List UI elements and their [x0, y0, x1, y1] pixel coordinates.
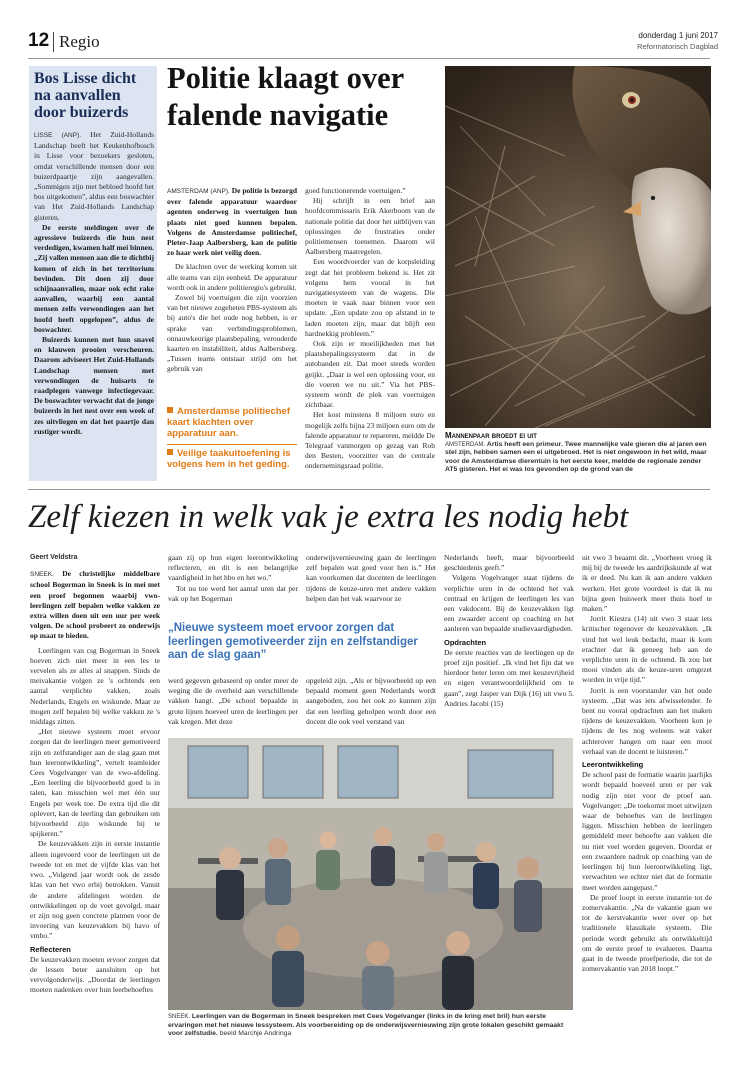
article1-dateline: AMSTERDAM (ANP).	[167, 188, 230, 195]
sidebar-dateline: LISSE (ANP).	[34, 132, 82, 139]
sidebar-body	[34, 130, 154, 437]
article2-dateline: SNEEK.	[30, 571, 54, 579]
article2-paragraph: werd gegeven gebaseerd op onder meer de weging die de overheid aan verschillende vakken hangt. „De school bepaalde in grote lijnen hoeveel uren de leerlingen per vak kregen. Met deze	[168, 676, 298, 726]
subhead-leerontwikkeling: Leerontwikkeling	[582, 760, 644, 770]
article1-paragraph: Het kost minstens 8 miljoen euro en mogelijk zelfs bijna 23 miljoen euro om de falende apparatuur te repareren, meldde De Telegraaf vanmorgen op gezag van Rob den Besten, voorzitter van de centrale ondernemingsraad politie.	[305, 410, 435, 471]
photo2-caption-body: Leerlingen van de Bogerman in Sneek bespreken met Cees Vogelvanger (links in de kring met bril) hun eerste ervaringen met het nieuwe lessysteem. Als voorbereiding op de onderwijsvernieuwing zijn grote lokalen geschikt gemaakt voor zelfstudie.	[168, 1013, 564, 1038]
article2-col3-top	[306, 553, 436, 604]
sidebar-lead: Het Zuid-Hollands Landschap heeft het Keukenhofbosch in Lisse voor bezoekers gesloten, omdat verschillende mensen door een buizerdpaartje zijn aangevallen. „Sommigen zijn met bebloed hoofd het bos uitgekomen”, aldus een boswachter van Het Zuid-Hollands Landschap gisteren.	[34, 130, 154, 222]
article2-paragraph: Nederlands heeft, maar bijvoorbeeld geschiedenis geeft.”	[444, 553, 574, 573]
photo1-caption-title: Mannenpaar broedt ei uit	[445, 431, 537, 440]
highlight-text: Amsterdamse politiechef kaart klachten over apparatuur aan.	[167, 406, 290, 439]
subhead-reflecteren: Reflecteren	[30, 944, 71, 954]
article2-paragraph: onderwijsvernieuwing gaan de leerlingen zelf bepalen wat goed voor hen is.” Het kan voorkomen dat docenten de leerlingen tijdens de keuze-uren met andere vakken helpen dan het vak waarvoor ze	[306, 553, 436, 603]
article2-paragraph: Volgens Vogelvanger staat tijdens de verplichte uren in de ochtend het vak centraal en krijgen de leerlingen les van een vakdocent. Bij de keuzevakken ligt een zwaarder accent op coaching en het aanleren van bepaalde studievaardigheden.	[444, 573, 574, 634]
section-name: Regio	[59, 32, 100, 51]
article1-paragraph: Zowel bij voertuigen die zijn voorzien van het nieuwe zogeheten PBS-systeem als bij auto's die het oude nog hebben, is er sprake van verbindingsproblemen, onnauwkeurige plaatsbepaling, verouderde kaarten en instabiliteit, aldus Aalbersberg. „Tussen teams ontstaat strijd om het gebruik van	[167, 293, 297, 374]
header-rule	[28, 58, 710, 59]
article2-paragraph: „Het nieuwe systeem moet ervoor zorgen dat de leerlingen meer gemotiveerd zijn en zelfstandiger aan de slag gaan met hun leerontwikkeling”, vertelt teamleider Cees Vogelvanger van de vwo-afdeling. „Een leerling die bijvoorbeeld goed is in talen, kan misschien wel met één uur Engels per week toe. De extra tijd die dit oplevert, kan de leerling dan gebruiken om bijvoorbeeld zijn wiskunde bij te spijkeren.”	[30, 727, 160, 839]
article2-col2-bottom	[168, 676, 298, 727]
article2-col4	[444, 553, 574, 709]
article1-lead: De politie is bezorgd over falende apparatuur waardoor agenten onderweg in voertuigen hun plaats niet goed kunnen bepalen. Volgens de Amsterdamse politiechef, Pieter-Jaap Aalbersberg, kan de politie zo haar werk niet veilig doen.	[167, 186, 297, 258]
article2-col2-top	[168, 553, 298, 604]
article2-paragraph: Jorrit Kiestra (14) uit vwo 3 staat iets kritischer tegenover de keuzevakken. „Ik vind het wel leuk bedacht, maar ik kom erachter dat ik geneeg heb aan de verplichte uren in de ochtend. Ik zou het mooi vinden als de keuze-uren omgezet worden in vrije tijd.”	[582, 614, 712, 685]
section-divider	[28, 489, 710, 490]
sidebar-paragraph: De eerste meldingen over de agressieve buizerds die hun nest verdedigen, kwamen half mei binnen. „Zij vallen mensen aan die te dichtbij komen of zich in het territorium bevinden. Dit doen zij door schijnaanvallen, maar ook echt rake aanvallen, waarbij een aantal mensen zelfs verwondingen aan het hoofd heeft opgelopen”, aldus de boswachter.	[34, 222, 155, 334]
sidebar-title: Bos Lisse dicht na aanvallen door buizerds	[34, 70, 137, 121]
pull-quote: „Nieuwe systeem moet ervoor zorgen dat leerlingen gemotiveerder zijn en zelfstandiger aan de slag gaan”	[168, 622, 418, 661]
article2-paragraph: opgeleid zijn. „Als er bijvoorbeeld op een bepaald moment geen Nederlands wordt aangeboden, zou het ook zo kunnen zijn dat een leerling geholpen wordt door een docent die ook veel verstand van	[306, 676, 436, 726]
photo1-caption-body: Artis heeft een primeur. Twee mannelijke vale gieren die al jaren een stel zijn, hebben samen een ei uitgebroed. Het is niet ongewoon in het wild, maar voor de Amsterdamse dierentuin is het eerste keer, meldde de regionale zender AT5 gisteren. Het ei was los gevonden op de grond van de	[445, 440, 707, 474]
header-date: donderdag 1 juni 2017	[638, 31, 718, 40]
article2-headline: Zelf kiezen in welk vak je extra les nodig hebt	[28, 499, 629, 535]
photo1-caption	[445, 432, 711, 475]
subhead-opdrachten: Opdrachten	[444, 637, 487, 647]
vulture-photo	[445, 66, 711, 428]
article2-col3-bottom	[306, 676, 436, 727]
article1-headline: Politie klaagt over falende navigatie	[167, 61, 404, 132]
photo1-dateline: AMSTERDAM.	[445, 441, 486, 448]
article1-highlight-2	[167, 448, 297, 470]
article2-lead: De christelijke middelbare school Bogerman in Sneek is in mei met een proef begonnen waarbij vwo-leerlingen zelf bepalen welke vakken ze extra willen doen uit een uur per week volgen. De school probeert zo onderwijs op maat te bieden.	[30, 569, 160, 641]
highlight-divider	[167, 444, 297, 445]
highlight-text: Veilige taakuitoefening is volgens hem in het geding.	[167, 448, 291, 470]
article1-paragraph: Ook zijn er moeilijkheden met het plaatsbepalingssysteem dat in de autobanden zit. Dat moet steeds worden geijkt. „Daar is wel een oplossing voor, en die voeren we nu uit.” Via het PBS-systeem wordt de plek van voertuigen zichtbaar.	[305, 339, 435, 410]
article2-paragraph: Jorrit is een voorstander van het oude systeem. „Dat was iets afwisselender. Je bent nu vooral opdrachten aan het maken tijdens de keuzevakken. Voorheen kon je tijdens de les nog weleens wat vaker achterover hangen om naar een mooi verhaal van de docent te luisteren.”	[582, 685, 712, 756]
article1-col2	[305, 186, 435, 472]
article1-paragraph: Een woordvoerder van de korpsleiding zegt dat het probleem bekend is. Het zit volgens hem vooral in het navigatiesysteem van de wagens. Die moeten te vaak naar binnen voor een update. „Een update zou op afstand in te laden moeten zijn, maar dat blijft een hardnekkig probleem.”	[305, 257, 435, 338]
article1-col1	[167, 186, 297, 375]
article2-paragraph: De eerste reacties van de leerlingen op de proef zijn positief. „Ik vind het fijn dat we hierdoor beter leren om met keuzevrijheid en eigen verantwoordelijkheid om te gaan”, zegt Jasper van Dijk (16) uit vwo 5. Andries Jacobi (15)	[444, 647, 574, 708]
article1-highlight-1	[167, 406, 297, 439]
byline: Geert Veldstra	[30, 554, 78, 561]
photo2-credit: beeld Marchje Andringa	[219, 1030, 292, 1038]
classroom-image	[168, 738, 573, 1010]
photo2-caption	[168, 1013, 573, 1039]
article2-paragraph: De keuzevakken zijn in eerste instantie alleen ingevoerd voor de leerlingen uit de tweede tot en met de vijfde klas van het vwo. „Volgend jaar wordt ook de zesde klas van het vwo erbij betrokken. Vanuit de andere afdelingen worden de ontwikkelingen op de voet gevolgd, maar er zijn nog geen concrete plannen voor de invoering van keuzevakken bij havo of vmbo.”	[30, 839, 160, 941]
article1-paragraph: goed functionerende voertuigen.”	[305, 186, 406, 195]
vulture-nest-image	[445, 66, 711, 428]
photo1-caption-text	[445, 441, 711, 475]
header-paper: Reformatorisch Dagblad	[637, 42, 718, 51]
article2-col1	[30, 553, 160, 996]
article2-paragraph: De keuzevakken moeten ervoor zorgen dat de lessen beter aansluiten op het vervolgonderwijs. „Doordat de leerlingen moeten nadenken over hun leerbehoeftes	[30, 954, 160, 995]
article2-paragraph: Tot nu toe werd het aantal uren dat per vak op het Bogerman	[168, 583, 298, 603]
article2-paragraph: De school past de formatie waarin jaarlijks wordt bepaald hoeveel uren er per vak nodig zijn niet voor de proef aan. Vogelvanger: „De toekomst moet uitwijzen waar de behoeftes van de leerlingen liggen. Misschien hebben de leerlingen gemiddeld meer behoefte aan vakken die nu niet veel worden gegeven. Doordat er een zwaardere nadruk op coaching van de leerlingen bij hun leerontwikkeling ligt, verwachten we echter niet dat de formatie meet worden aangepast.”	[582, 770, 712, 892]
article1-paragraph: Hij schrijft in een brief aan hoofdcommissaris Erik Akerboom van de nationale politie dat door het uitblijven van oplossingen de frustraties onder politiemensen toenemen. Daarom wil Aalbersberg maatregelen.	[305, 196, 435, 257]
article2-paragraph: gaan zij op hun eigen leerontwikkeling reflecteren, en dit is een belangrijke vaardigheid in het hbo en het wo.”	[168, 553, 298, 583]
article2-paragraph: De proef loopt in eerste instantie tot de zomervakantie. „Na de vakantie gaan we tot de kerstvakantie weer over op het traditionele klassikale systeem. Die periode wordt gebruikt als ontwikkeltijd om de eerste proef te evalueren. Daarna gaat in de tweede proefperiode, die tot de zomervakantie van 2018 loopt.”	[582, 892, 712, 974]
page-number: 12	[28, 30, 50, 51]
photo2-dateline: SNEEK.	[168, 1014, 191, 1020]
article2-col5	[582, 553, 712, 974]
article2-paragraph: uit vwo 3 beaamt dit. „Voorheen vroeg ik mij bij de tweede les aardrijkskunde af wat ik er deed. Nu kan ik aan andere vakken werken. Het grote voordeel is dat ik nu bijna geen huiswerk meer thuis hoef te maken.”	[582, 553, 712, 614]
page-header	[28, 28, 728, 56]
classroom-photo	[168, 738, 573, 1010]
article2-paragraph: Leerlingen van csg Bogerman in Sneek hoeven zich niet meer in een les te vervelen als ze alles al snappen. Sinds de meivakantie volgen ze 's ochtends een aantal verplichte vakken, zoals Nederlands, Engels en wiskunde. Maar ze mogen zelf bepalen bij welke vakken ze 's middags zitten.	[30, 645, 160, 727]
sidebar-paragraph: Buizerds kunnen met hun snavel en klauwen prooien verscheuren. Daarom adviseert Het Zuid-Hollands Landschap mensen met verwondingen de huisarts te raadplegen vanwege infectiegevaar. De boswachter verwacht dat de jonge buizerds in het nest over een week of zes uitvliegen en dat het paartje dan rustiger wordt.	[34, 335, 154, 436]
article1-paragraph: De klachten over de werking komen uit alle teams van zijn eenheid. De apparatuur wordt ook in andere politieregio's gebruikt.	[167, 262, 297, 292]
